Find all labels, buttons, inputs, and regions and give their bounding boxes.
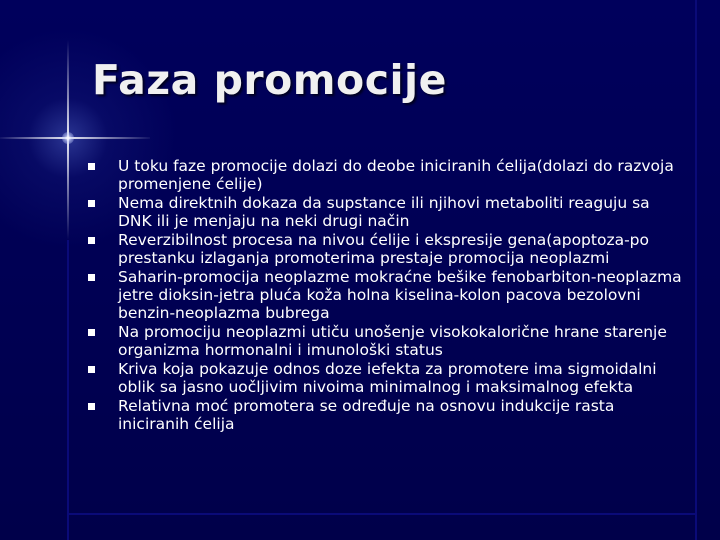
frame-line-bottom — [67, 513, 697, 515]
sparkle-star-icon — [62, 132, 74, 144]
frame-line-left — [67, 240, 69, 540]
bullet-item — [88, 360, 688, 396]
slide-title: Faza promocije — [92, 56, 447, 104]
square-bullet-icon — [88, 237, 95, 244]
bullet-item — [88, 157, 688, 193]
bullet-item — [88, 231, 688, 267]
sparkle-horizontal-ray — [0, 137, 150, 139]
square-bullet-icon — [88, 366, 95, 373]
bullet-text: Saharin-promocija neoplazme mokraćne bešike fenobarbiton-neoplazma jetre dioksin-jetra pluća koža holna kiselina-kolon pacova bezolovni benzin-neoplazma bubrega — [118, 268, 682, 322]
square-bullet-icon — [88, 403, 95, 410]
square-bullet-icon — [88, 329, 95, 336]
frame-line-right — [695, 0, 697, 540]
bullet-item — [88, 397, 688, 433]
bullet-text: U toku faze promocije dolazi do deobe iniciranih ćelija(dolazi do razvoja promenjene ćelije) — [118, 157, 674, 193]
bullet-text: Nema direktnih dokaza da supstance ili njihovi metaboliti reaguju sa DNK ili je menjaju na neki drugi način — [118, 194, 650, 230]
bullet-list — [88, 157, 688, 434]
bullet-item — [88, 194, 688, 230]
bullet-text: Na promociju neoplazmi utiču unošenje visokokalorične hrane starenje organizma hormonalni i imunološki status — [118, 323, 667, 359]
square-bullet-icon — [88, 200, 95, 207]
bullet-text: Reverzibilnost procesa na nivou ćelije i ekspresije gena(apoptoza-po prestanku izlaganja promoterima prestaje promocija neoplazmi — [118, 231, 650, 267]
bullet-item — [88, 323, 688, 359]
bullet-text: Kriva koja pokazuje odnos doze iefekta za promotere ima sigmoidalni oblik sa jasno uočljivim nivoima minimalnog i maksimalnog efekta — [118, 360, 657, 396]
bullet-item — [88, 268, 688, 322]
square-bullet-icon — [88, 163, 95, 170]
bullet-text: Relativna moć promotera se određuje na osnovu indukcije rasta iniciranih ćelija — [118, 397, 615, 433]
square-bullet-icon — [88, 274, 95, 281]
